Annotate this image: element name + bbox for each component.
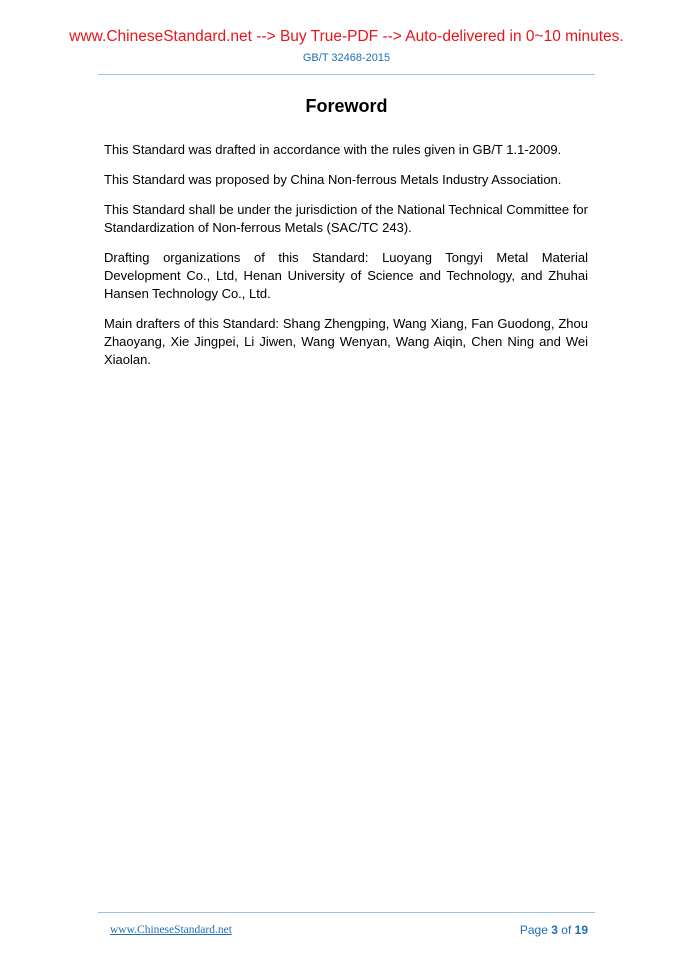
page-current: 3	[551, 923, 558, 937]
footer-website-link[interactable]: www.ChineseStandard.net	[110, 924, 232, 936]
standard-code: GB/T 32468-2015	[302, 52, 391, 64]
page-total: 19	[574, 923, 588, 937]
paragraph-jurisdiction: This Standard shall be under the jurisdiction of the National Technical Committee for Standardization of Non-ferrous Metals (SAC/TC 243).	[104, 202, 588, 235]
paragraph-proposer: This Standard was proposed by China Non-ferrous Metals Industry Association.	[104, 172, 562, 187]
page-label: Page	[519, 923, 548, 937]
foreword-body	[104, 141, 588, 381]
paragraph-main-drafters: Main drafters of this Standard: Shang Zhengping, Wang Xiang, Fan Guodong, Zhou Zhaoyang, Xie Jingpei, Li Jiwen, Wang Wenyan, Wang Aiqin, Chen Ning and Wei Xiaolan.	[104, 316, 588, 367]
page-of-label: of	[561, 923, 572, 937]
footer-divider	[98, 912, 595, 913]
page-title: Foreword	[305, 96, 388, 116]
paragraph-drafting-organizations: Drafting organizations of this Standard: Luoyang Tongyi Metal Material Development Co., Ltd, Henan University of Science and Technology, and Zhuhai Hansen Technology Co., Ltd.	[104, 250, 588, 301]
header-divider	[98, 74, 595, 75]
paragraph-drafting-rules: This Standard was drafted in accordance with the rules given in GB/T 1.1-2009.	[104, 142, 562, 157]
promo-banner-link[interactable]: www.ChineseStandard.net --> Buy True-PDF --> Auto-delivered in 0~10 minutes.	[69, 28, 624, 45]
page-number	[520, 923, 588, 937]
